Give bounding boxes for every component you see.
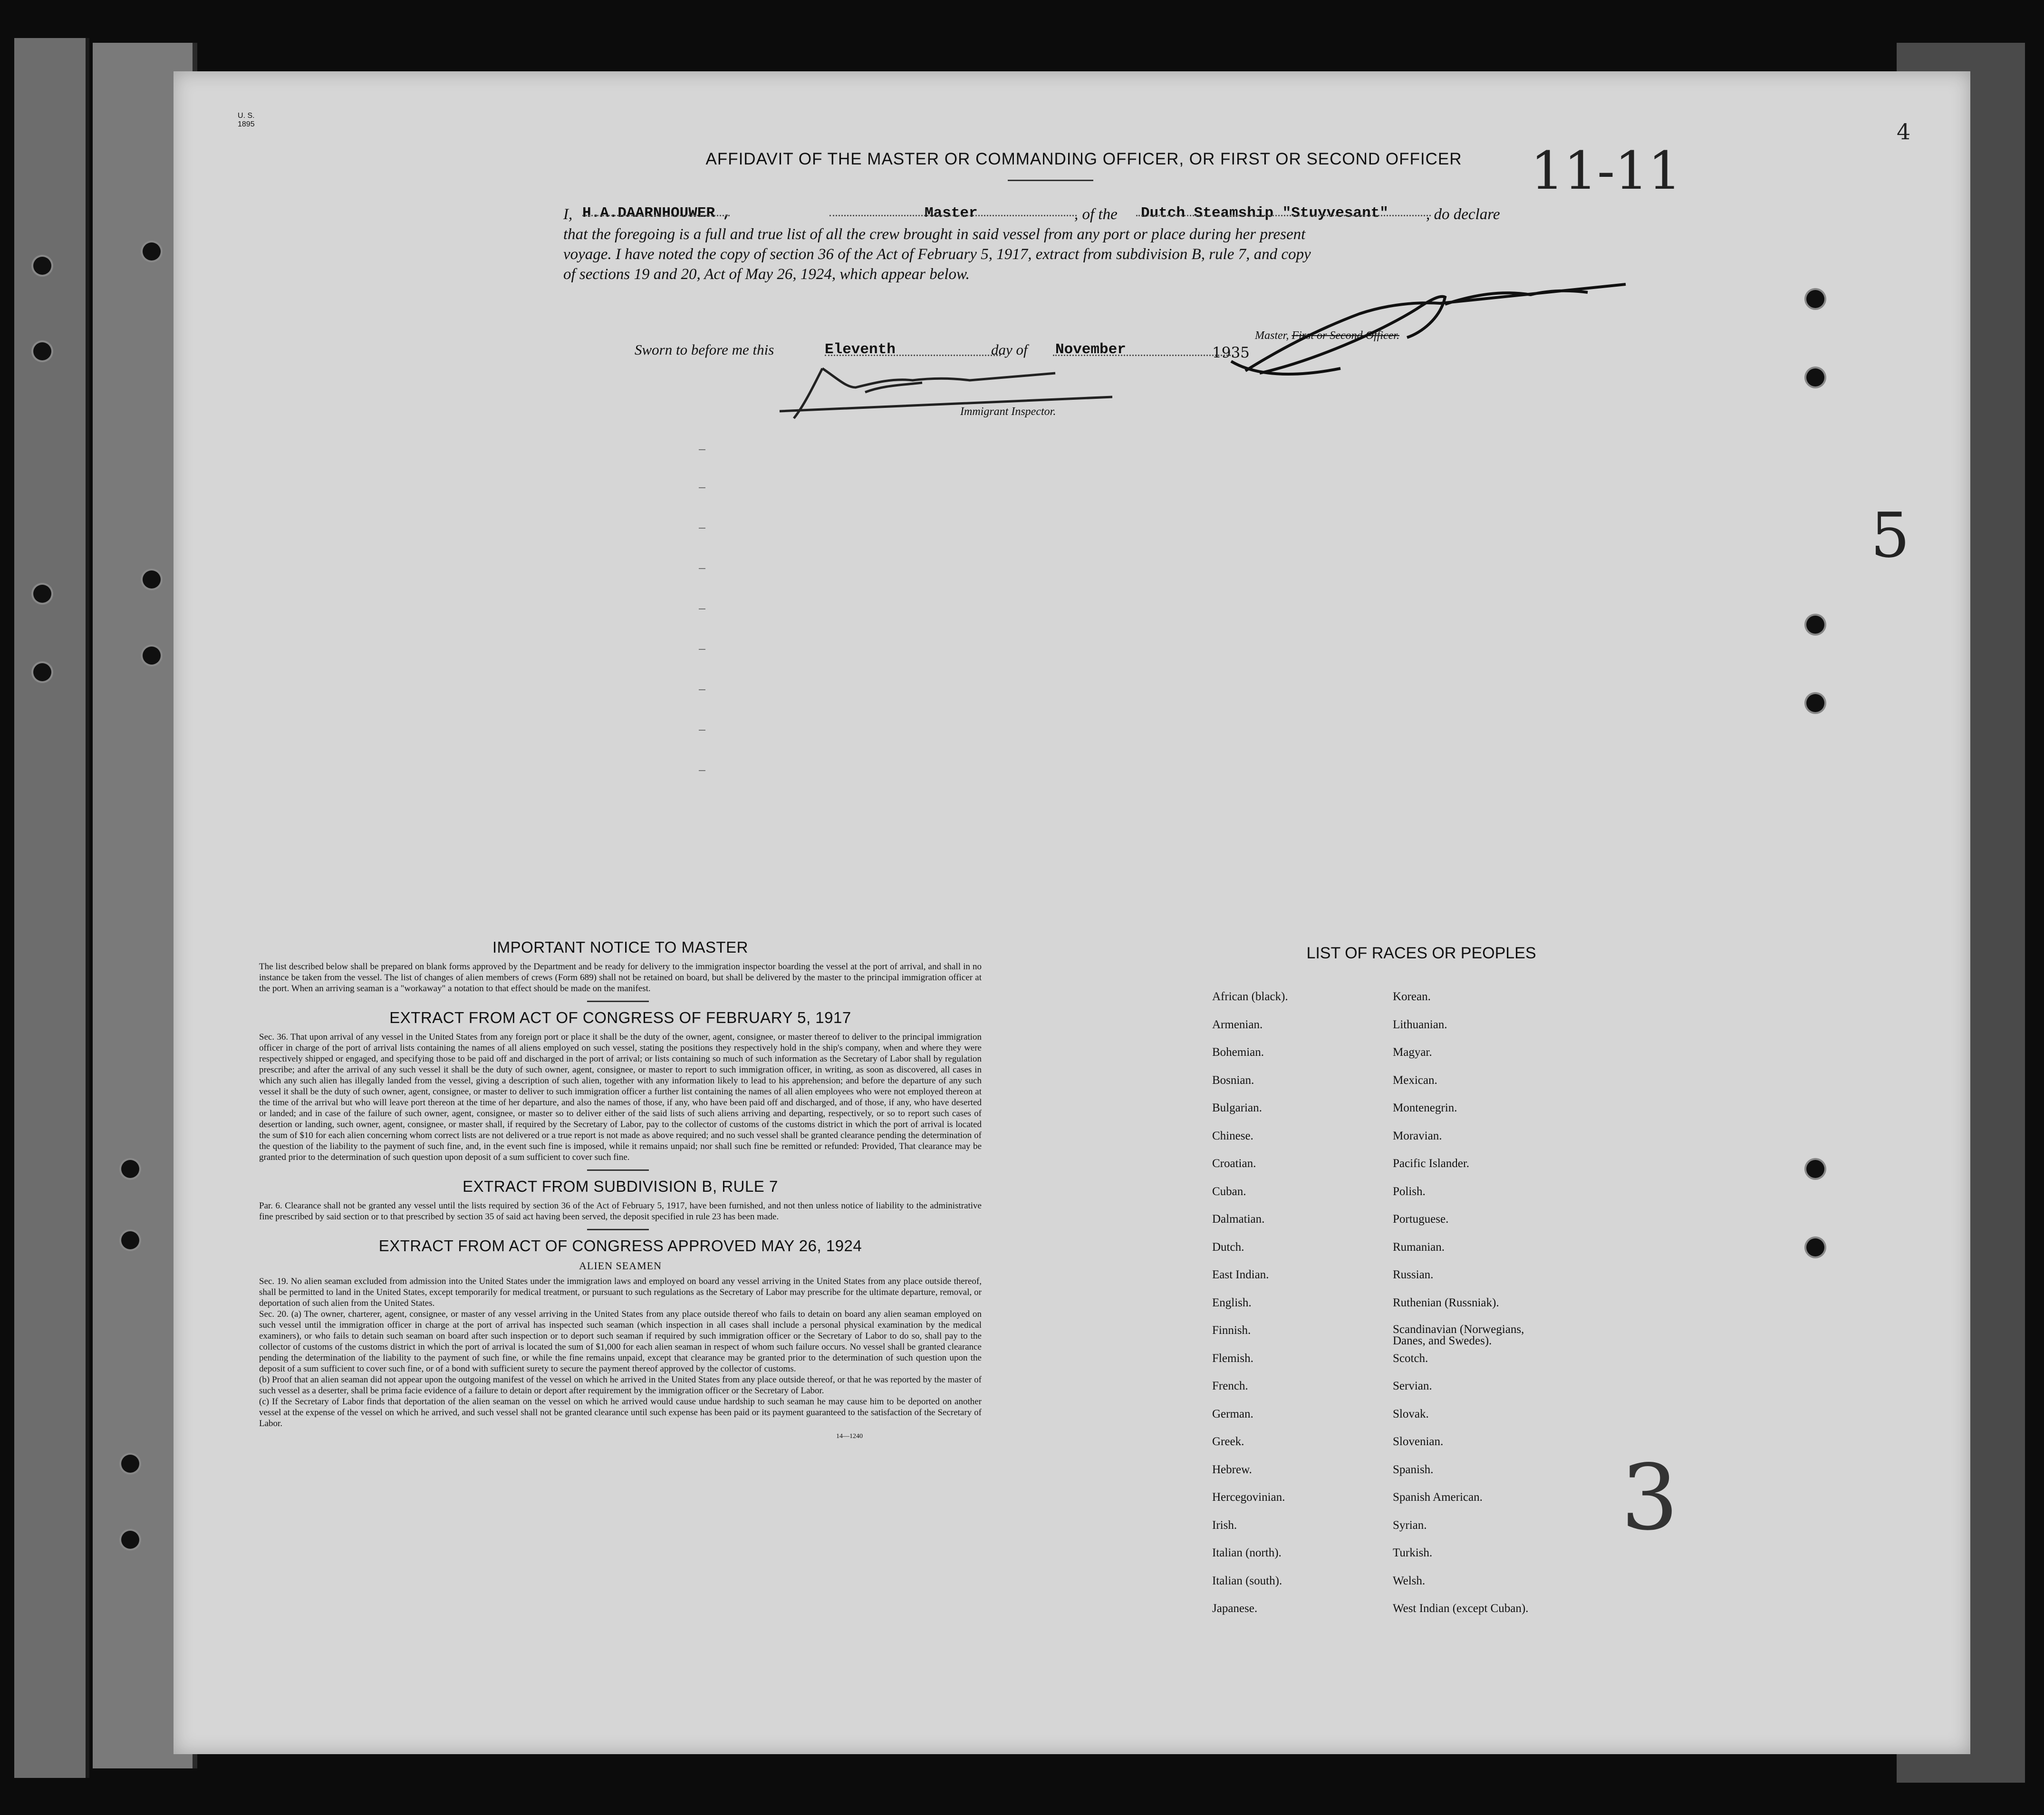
sworn-month: November [1055,341,1126,358]
sec19-text: Sec. 19. No alien seaman excluded from admission into the United States under the immigration laws and employed on board any vessel arriving in the United States from any place outside thereof, shall be permitted to land in the United States, except temporarily for medical treatment, or pursuant to such regulations as the Secretary of Labor may prescribe for the ultimate departure, removal, or deportation of such alien from the United States. [259,1276,982,1308]
inspector-label: Immigrant Inspector. [960,405,1056,418]
race-item: Croatian. [1212,1157,1256,1170]
race-item: Scandinavian (Norwegians, Danes, and Swedes). [1393,1323,1524,1347]
extract-1917-text: Sec. 36. That upon arrival of any vessel in the United States from any foreign port or place it shall be the duty of the owner, agent, consignee, or master thereof to deliver to the principal immigration officer in charge of the port of arrival lists containing the names of all aliens employed on such vessel, stating the positions they respectively hold in the ship's company, when and where they were respectively shipped or engaged, and specifying those to be paid off and discharged in the port of arrival; or lists containing so much of such information as the Secretary of Labor shall by regulation prescribe; and after the arrival of any such vessel it shall be the duty of such owner, agent, consignee, or master to report to such immigration officer, in writing, as soon as discovered, all cases in which any such alien has illegally landed from the vessel, giving a description of such alien, together with any information likely to lead to his apprehension; and before the departure of any such vessel it shall be the duty of such owner, agent, consignee, or master to deliver to such immigration officer a further list containing the names of all alien employees who were not employed thereon at the time of the arrival but who will leave port thereon at the time of her departure, and also the names of those, if any, who have been paid off and discharged, and of those, if any, who have deserted or landed; and in case of the failure of such owner, agent, consignee, or master so to deliver either of the said lists of such aliens arriving and departing, respectively, or so to report such cases of desertion or landing, such owner, agent, consignee, or master shall, if required by the Secretary of Labor, pay to the collector of customs of the customs district in which the port of arrival is located the sum of $10 for each alien concerning whom correct lists are not delivered or a true report is not made as above required; and no such vessel shall be granted clearance pending the determination of the question of the liability to the payment of such fine, and, in the event such fine is imposed, while it remains unpaid; nor shall such fine be remitted or refunded: Provided, That clearance may be granted prior to the determination of such question upon deposit of a sum sufficient to cover such fine. [259,1032,982,1162]
margin-tick [699,608,705,609]
name-blank [582,215,730,216]
race-item: Hebrew. [1212,1463,1252,1476]
race-item: Pacific Islander. [1393,1157,1470,1170]
notices-column [259,932,982,1440]
punch-hole [143,647,161,665]
race-item: Armenian. [1212,1018,1263,1031]
race-item: Slovak. [1393,1407,1429,1420]
race-item: Russian. [1393,1268,1434,1281]
race-item: English. [1212,1296,1252,1309]
margin-tick [699,689,705,690]
form-number: 14—1240 [836,1433,863,1440]
vessel-blank [1136,215,1431,216]
master-label-prefix: Master, [1255,329,1289,342]
race-item: Italian (north). [1212,1546,1282,1559]
race-item: Rumanian. [1393,1240,1445,1254]
affidavit-line-1 [563,204,1514,224]
race-item: Moravian. [1393,1129,1442,1142]
punch-hole [1806,616,1824,634]
margin-tick [699,568,705,569]
corner-note: 11-11 [1531,140,1682,201]
race-item: Portuguese. [1393,1213,1449,1226]
punch-hole [33,257,51,275]
punch-hole [1806,290,1824,308]
vessel-name: Dutch Steamship "Stuyvesant" [1141,205,1388,222]
extract-1917-title: EXTRACT FROM ACT OF CONGRESS OF FEBRUARY 5, 1917 [389,1009,851,1026]
race-item: African (black). [1212,990,1288,1003]
section-divider [587,1001,649,1002]
rank-blank [829,215,1077,216]
declare-text: , do declare [1426,206,1500,223]
race-item: Cuban. [1212,1185,1246,1198]
month-blank [1053,355,1234,356]
rule7-text: Par. 6. Clearance shall not be granted any vessel until the lists required by section 36 of the Act of February 5, 1917, have been furnished, and not then unless notice of liability to the administrative fine prescribed by said section or to that prescribed by section 35 of said act having been served, the deposit specified in rule 23 has been made. [259,1201,982,1222]
race-item: Servian. [1393,1380,1432,1392]
race-item: Magyar. [1393,1046,1432,1059]
punch-hole [1806,1160,1824,1178]
affidavit-intro: I, [563,206,573,223]
day-of-text: day of [991,341,1028,358]
sec20c-text: (c) If the Secretary of Labor finds that deportation of the alien seaman on the vessel on which he arrived would cause undue hardship to such seaman he may cause him to be deported on another vessel at the expense of the vessel on which he arrived, and such vessel shall not be granted clearance until such expense has been paid or its payment guaranteed to the satisfaction of the Secretary of Labor. [259,1397,982,1429]
punch-hole [33,663,51,681]
margin-tick [699,730,705,731]
margin-tick [699,487,705,488]
punch-hole [33,342,51,360]
punch-hole [1806,1238,1824,1256]
race-item: Chinese. [1212,1129,1253,1142]
punch-hole [143,242,161,261]
punch-hole [121,1160,139,1178]
form-code-line: U. S. [238,112,255,120]
sec20a-text: Sec. 20. (a) The owner, charterer, agent, consignee, or master of any vessel arriving in the United States from any place outside thereof who fails to detain on board any alien seaman employed on such vessel until the immigration officer in charge at the port of arrival has inspected such seaman (which inspection in all cases shall include a personal physical examination by the medical examiners), or who fails to detain such seaman on board after such inspection or to deport such seaman if required by such immigration officer or the Secretary of Labor to do so, shall pay to the collector of customs of the customs district in which the port of arrival is located the sum of $1,000 for each alien seaman in respect of whom such failure occurs. No vessel shall be granted clearance pending the determination of the liability to the payment of such fine, or while the fine remains unpaid, except that clearance may be granted prior to the determination of such question upon the deposit of a sum sufficient to cover such fine, or of a bond with sufficient surety to secure the payment thereof approved by the collector of customs. [259,1309,982,1374]
sworn-day: Eleventh [825,341,896,358]
race-item: Italian (south). [1212,1574,1282,1587]
sworn-prefix: Sworn to before me this [635,341,774,358]
notice-text: The list described below shall be prepared on blank forms approved by the Department and be ready for delivery to the immigration inspector boarding the vessel at the port of arrival, and shall in no instance be taken from the vessel. The list of changes of alien members of crews (Form 689) shall not be retained on board, but shall be delivered by the master to the principal immigration officer at the port. When an arriving seaman is a "workaway" a notation to that effect should be made on the manifest. [259,962,982,994]
race-item: Spanish. [1393,1463,1434,1476]
inspector-signature [770,359,1112,425]
punch-hole [121,1231,139,1249]
race-item: Flemish. [1212,1352,1253,1365]
race-item: Spanish American. [1393,1491,1483,1504]
punch-hole [121,1531,139,1549]
section-divider [587,1169,649,1171]
race-item: French. [1212,1380,1248,1392]
race-item: Mexican. [1393,1073,1437,1087]
margin-note-left: 5 [1870,499,1910,571]
punch-hole [33,585,51,603]
race-item: East Indian. [1212,1268,1269,1281]
manifest-sheet [174,71,1970,1754]
races-left-column [1212,990,1288,1630]
affidavit-line-2: that the foregoing is a full and true list of all the crew brought in said vessel from any port or place during her present [563,226,1306,243]
binder-edge [14,38,89,1778]
affidavit-line-4: of sections 19 and 20, Act of May 26, 1924, which appear below. [563,266,970,283]
title-underline [1008,180,1093,181]
margin-note-bottom: 3 [1621,1445,1678,1550]
race-item: Bohemian. [1212,1046,1264,1059]
race-item: Bulgarian. [1212,1101,1262,1114]
punch-hole [121,1455,139,1473]
day-blank [825,355,1001,356]
alien-seamen-subtitle: ALIEN SEAMEN [579,1260,662,1272]
extract-1924-title: EXTRACT FROM ACT OF CONGRESS APPROVED MAY 26, 1924 [378,1237,862,1255]
margin-tick [699,649,705,650]
race-item: Welsh. [1393,1574,1426,1587]
race-item: Ruthenian (Russniak). [1393,1296,1499,1309]
form-code-line: 1895 [238,120,255,128]
page-mark: 4 [1897,119,1911,145]
race-item: Irish. [1212,1518,1237,1532]
race-item: Japanese. [1212,1602,1258,1615]
race-item: Korean. [1393,990,1431,1003]
section-divider [587,1229,649,1230]
officer-name: H.A.DAARNHOUWER [582,205,715,222]
form-code [238,112,255,129]
master-label-struck: First or Second Officer. [1292,329,1399,342]
punch-hole [1806,694,1824,712]
race-item: Dalmatian. [1212,1213,1265,1226]
race-item: Polish. [1393,1185,1426,1198]
race-item: Greek. [1212,1435,1244,1448]
sec20b-text: (b) Proof that an alien seaman did not appear upon the outgoing manifest of the vessel on which he arrived in the United States from any place outside thereof, or that he was reported by the master of such vessel as a deserter, shall be prima facie evidence of a failure to detain or deport after requirement by the immigration officer or the Secretary of Labor. [259,1375,982,1396]
race-item: Lithuanian. [1393,1018,1447,1031]
officer-comma: , [723,205,732,222]
race-item: Slovenian. [1393,1435,1444,1448]
race-item: German. [1212,1407,1253,1420]
punch-hole [1806,368,1824,386]
affidavit-title: AFFIDAVIT OF THE MASTER OR COMMANDING OFFICER, OR FIRST OR SECOND OFFICER [705,150,1462,168]
margin-tick [699,449,705,450]
margin-tick [699,770,705,771]
punch-hole [143,570,161,589]
margin-tick [699,528,705,529]
race-item: Montenegrin. [1393,1101,1457,1114]
master-label [1255,329,1399,342]
race-item: Hercegovinian. [1212,1491,1285,1504]
of-the-text: , of the [1074,206,1118,223]
notice-title: IMPORTANT NOTICE TO MASTER [492,938,748,956]
rule7-title: EXTRACT FROM SUBDIVISION B, RULE 7 [463,1178,778,1195]
race-item: Turkish. [1393,1546,1433,1559]
race-item: West Indian (except Cuban). [1393,1602,1529,1615]
affidavit-line-3: voyage. I have noted the copy of section 36 of the Act of February 5, 1917, extract from subdivision B, rule 7, and copy [563,246,1311,263]
affidavit-body [563,204,1514,284]
race-item: Finnish. [1212,1324,1251,1337]
officer-rank: Master [925,205,978,222]
race-item: Scotch. [1393,1352,1428,1365]
races-right-column [1393,990,1550,1630]
sworn-year: 1935 [1212,344,1250,361]
race-item: Bosnian. [1212,1073,1254,1087]
race-item: Dutch. [1212,1240,1244,1254]
race-item: Syrian. [1393,1518,1427,1532]
races-title: LIST OF RACES OR PEOPLES [1306,944,1536,962]
